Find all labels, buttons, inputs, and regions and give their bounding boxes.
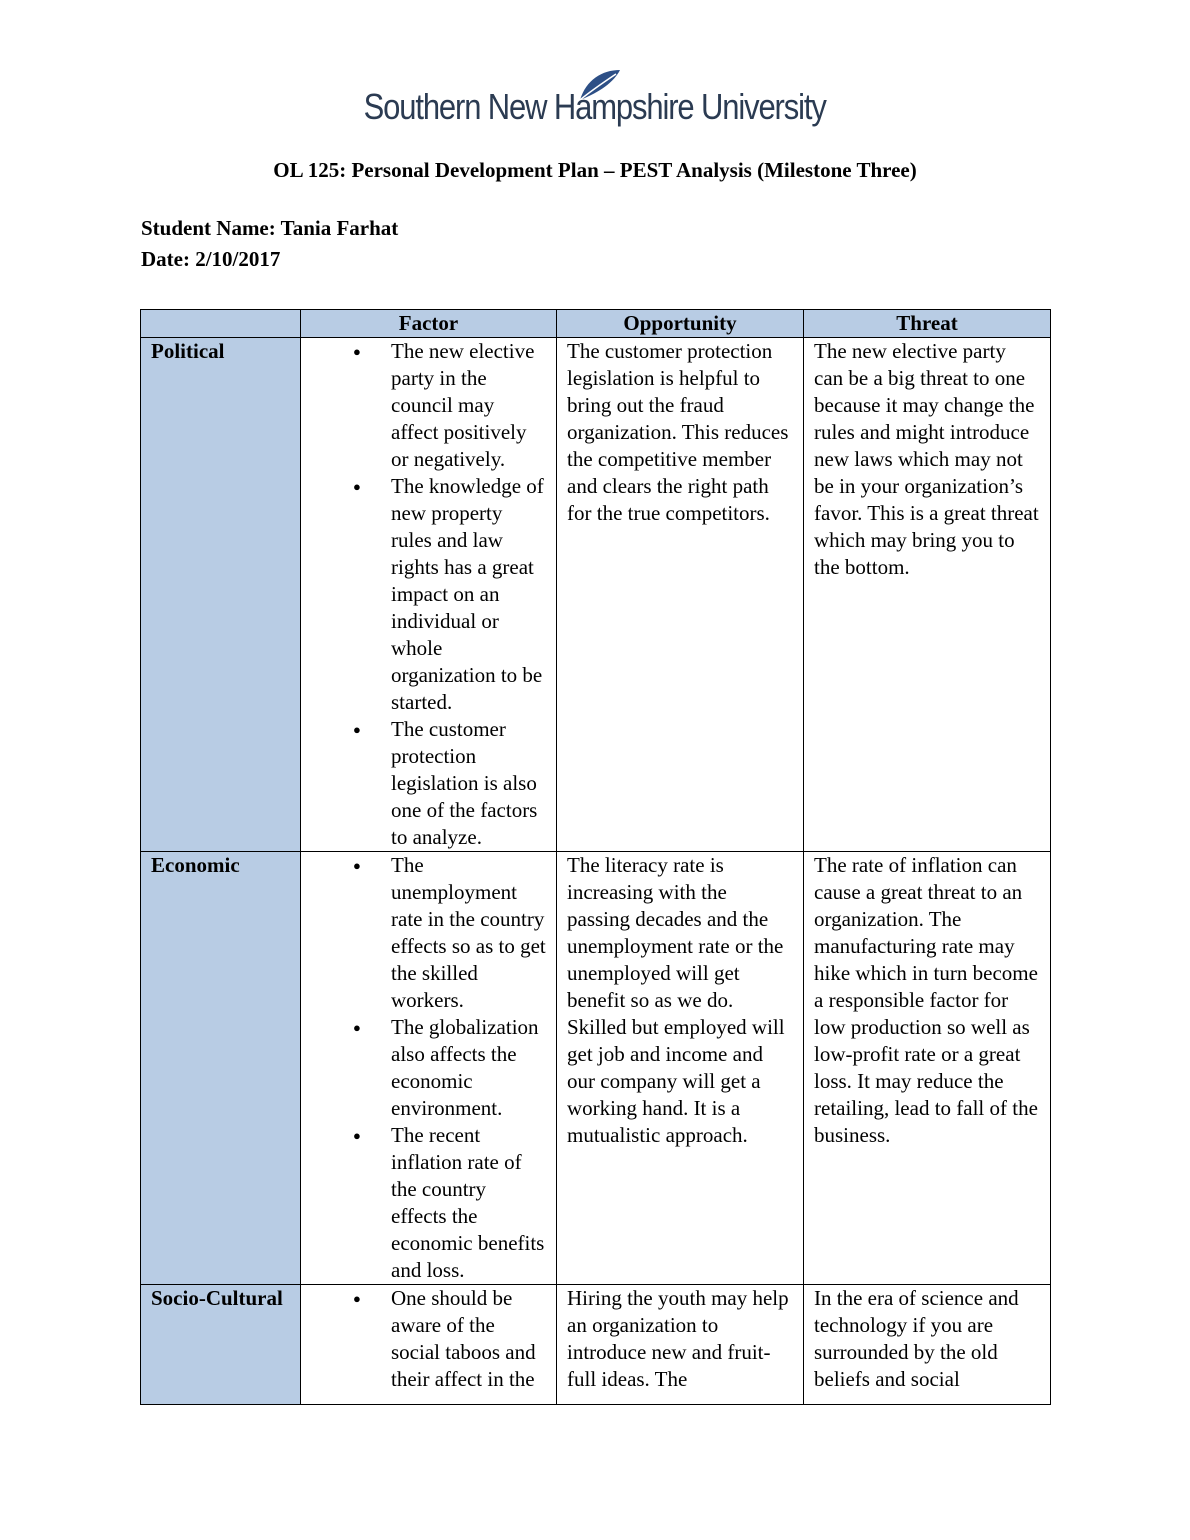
factor-item: ● One should be aware of the social taboos and their affect in the bbox=[311, 1285, 546, 1393]
factor-cell bbox=[301, 338, 557, 852]
row-label-political: Political bbox=[141, 338, 301, 852]
threat-cell: The rate of inflation can cause a great threat to an organization. The manufacturing rate may hike which in turn become a responsible factor for low production so well as low-profit rate or a great loss. It may reduce the retailing, lead to fall of the business. bbox=[804, 852, 1051, 1285]
threat-cell: In the era of science and technology if you are surrounded by the old beliefs and social bbox=[804, 1285, 1051, 1405]
threat-cell: The new elective party can be a big threat to one because it may change the rules and might introduce new laws which may not be in your organization’s favor. This is a great threat which may bring you to the bottom. bbox=[804, 338, 1051, 852]
factor-list bbox=[311, 1285, 546, 1393]
pest-table bbox=[140, 309, 1051, 1405]
university-logo bbox=[0, 68, 1190, 128]
document-title: OL 125: Personal Development Plan – PEST Analysis (Milestone Three) bbox=[273, 158, 917, 182]
opportunity-cell: The literacy rate is increasing with the passing decades and the unemployment rate or the unemployed will get benefit so as we do. Skilled but employed will get job and income and our company will get a working hand. It is a mutualistic approach. bbox=[557, 852, 804, 1285]
row-label-economic: Economic bbox=[141, 852, 301, 1285]
student-name: Student Name: Tania Farhat bbox=[141, 216, 399, 240]
factor-item: ● The new elective party in the council may affect positively or negatively. bbox=[311, 338, 546, 473]
factor-item: ● The knowledge of new property rules and law rights has a great impact on an individual or whole organization to be started. bbox=[311, 473, 546, 716]
factor-item: ● The globalization also affects the economic environment. bbox=[311, 1014, 546, 1122]
header-factor: Factor bbox=[301, 310, 557, 338]
row-economic bbox=[141, 852, 1051, 1285]
header-threat: Threat bbox=[804, 310, 1051, 338]
factor-item: ● The customer protection legislation is also one of the factors to analyze. bbox=[311, 716, 546, 851]
document-date: Date: 2/10/2017 bbox=[141, 247, 281, 271]
row-label-socio-cultural: Socio-Cultural bbox=[141, 1285, 301, 1405]
opportunity-cell: The customer protection legislation is helpful to bring out the fraud organization. This reduces the competitive member and clears the right path for the true competitors. bbox=[557, 338, 804, 852]
factor-item: ● The unemployment rate in the country effects so as to get the skilled workers. bbox=[311, 852, 546, 1014]
opportunity-cell: Hiring the youth may help an organization to introduce new and fruit-full ideas. The bbox=[557, 1285, 804, 1405]
factor-list bbox=[311, 338, 546, 851]
logo-text: Southern New Hampshire University bbox=[363, 86, 827, 127]
header-blank bbox=[141, 310, 301, 338]
factor-cell bbox=[301, 852, 557, 1285]
row-political bbox=[141, 338, 1051, 852]
factor-cell bbox=[301, 1285, 557, 1405]
header-opportunity: Opportunity bbox=[557, 310, 804, 338]
factor-list bbox=[311, 852, 546, 1284]
factor-item: ● The recent inflation rate of the country effects the economic benefits and loss. bbox=[311, 1122, 546, 1284]
table-header-row bbox=[141, 310, 1051, 338]
row-socio-cultural bbox=[141, 1285, 1051, 1405]
